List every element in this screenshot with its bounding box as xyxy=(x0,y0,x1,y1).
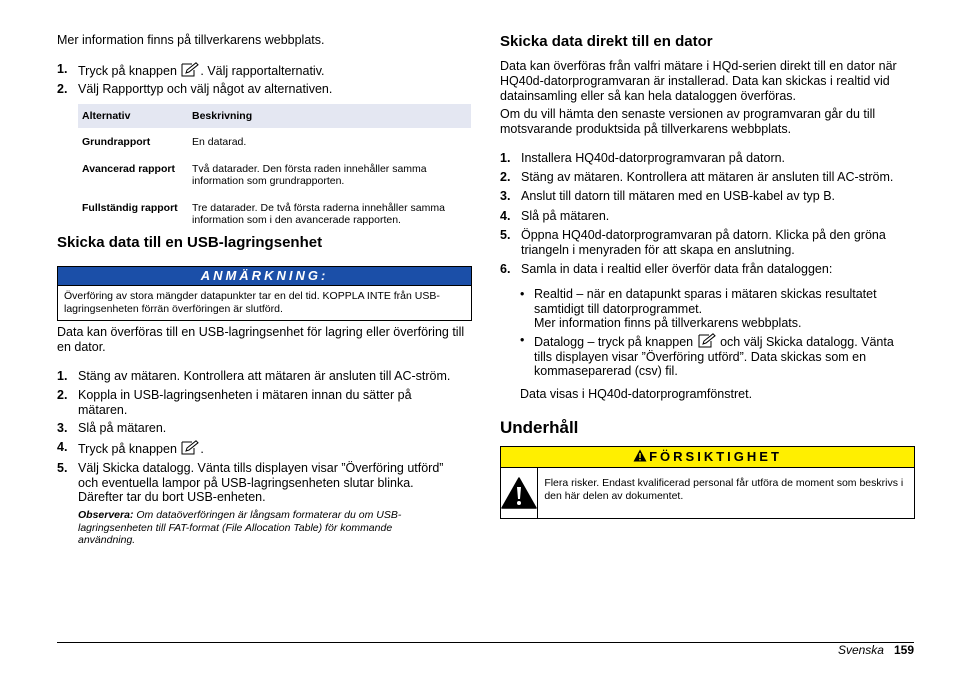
step-number: 6. xyxy=(500,262,511,276)
table-cell: Avancerad rapport xyxy=(82,163,175,175)
note-title: ANMÄRKNING: xyxy=(58,267,471,286)
table-header: Beskrivning xyxy=(188,104,471,128)
pencil-icon xyxy=(697,333,717,348)
bullet-dot: • xyxy=(520,287,525,301)
step-number: 3. xyxy=(500,189,511,203)
caution-title: FÖRSIKTIGHET xyxy=(649,449,782,464)
pc-section-heading: Skicka data direkt till en dator xyxy=(500,33,713,50)
step-item xyxy=(500,189,914,204)
step-number: 3. xyxy=(57,421,68,435)
caution-box xyxy=(500,446,915,519)
warning-icon-cell xyxy=(501,468,538,518)
pc-software-text: Om du vill hämta den senaste versionen av programvaran går du till motsvarande produktsida på tillverkarens webbplats. xyxy=(500,107,876,136)
step-item xyxy=(500,151,914,166)
step-text: Tryck på knappen xyxy=(78,442,181,456)
note-body: Överföring av stora mängder datapunkter tar en del tid. KOPPLA INTE från USB-lagringsenheten förrän överföringen är slutförd. xyxy=(64,290,440,315)
step-number: 2. xyxy=(57,82,68,96)
step-text: Samla in data i realtid eller överför data från dataloggen: xyxy=(521,262,833,276)
footer-divider xyxy=(57,642,914,643)
step-item xyxy=(57,388,471,417)
step-text: Välj Rapporttyp och välj något av alternativen. xyxy=(78,82,333,96)
step-number: 2. xyxy=(57,388,68,402)
step-item xyxy=(500,262,914,277)
step-text: Öppna HQ40d-datorprogramvaran på datorn. Klicka på den gröna triangeln i menyraden för att skapa en anslutning. xyxy=(521,228,886,257)
table-cell: Två datarader. Den första raden innehåller samma information som grundrapporten. xyxy=(192,163,427,187)
step-item xyxy=(500,228,914,257)
table-cell: Grundrapport xyxy=(82,136,151,148)
table-cell: Fullständig rapport xyxy=(82,202,178,214)
step-item xyxy=(57,62,471,79)
bullet-text: och välj Skicka datalogg. Vänta tills displayen visar ”Överföring utförd”. Data skickas som en kommaseparerad (csv) fil. xyxy=(534,335,894,378)
step-number: 5. xyxy=(57,461,68,475)
step-text: Slå på mätaren. xyxy=(78,421,167,435)
step-number: 1. xyxy=(57,369,68,383)
caution-header xyxy=(501,447,914,468)
step-number: 2. xyxy=(500,170,511,184)
step-item xyxy=(57,421,471,436)
step-item xyxy=(500,209,914,224)
step-item xyxy=(57,440,471,457)
table-row xyxy=(78,192,471,231)
step-item xyxy=(57,461,471,505)
step-text: Anslut till datorn till mätaren med en USB-kabel av typ B. xyxy=(521,189,836,203)
pc-intro-text: Data kan överföras från valfri mätare i HQd-serien direkt till en dator när HQ40d-datorprogramvaran är installerad. Data kan skickas i realtid vid datainsamling eller så kan hela dataloggen överföras. xyxy=(500,59,897,103)
step-text: . xyxy=(200,442,204,456)
observe-label: Observera: xyxy=(78,509,134,521)
list-item xyxy=(520,333,900,379)
step-number: 5. xyxy=(500,228,511,242)
table-row xyxy=(78,128,471,153)
observe-text: Om dataöverföringen är långsam formaterar du om USB-lagringsenheten till FAT-format (File Allocation Table) för kommande användning. xyxy=(78,509,402,546)
step-number: 1. xyxy=(500,151,511,165)
table-row xyxy=(78,153,471,192)
step-number: 4. xyxy=(500,209,511,223)
observe-note xyxy=(78,509,428,547)
step-text: Tryck på knappen xyxy=(78,64,181,78)
bullet-dot: • xyxy=(520,333,525,347)
maintenance-heading: Underhåll xyxy=(500,418,579,437)
bullet-text: Realtid – när en datapunkt sparas i mätaren skickas resultatet samtidigt till datorprogrammet. xyxy=(534,287,877,316)
intro-text: Mer information finns på tillverkarens webbplats. xyxy=(57,33,325,47)
step-item xyxy=(57,82,471,97)
bullet-text: Mer information finns på tillverkarens webbplats. xyxy=(534,316,802,330)
list-item xyxy=(520,287,900,331)
pencil-icon xyxy=(180,440,200,455)
step-text: Välj Skicka datalogg. Vänta tills displayen visar ”Överföring utförd” och eventuella lampor på USB-lagringsenheten slutar blinka. Därefter tar du bort USB-enheten. xyxy=(78,461,444,504)
options-table xyxy=(78,104,471,231)
note-box xyxy=(57,266,472,321)
step-text: Koppla in USB-lagringsenheten i mätaren innan du sätter på mätaren. xyxy=(78,388,412,417)
usb-section-heading: Skicka data till en USB-lagringsenhet xyxy=(57,234,323,251)
result-text: Data visas i HQ40d-datorprogramfönstret. xyxy=(520,387,753,401)
usb-intro-text: Data kan överföras till en USB-lagringsenhet för lagring eller överföring till en dator. xyxy=(57,325,465,354)
warning-icon xyxy=(633,449,647,462)
step-text: . Välj rapportalternativ. xyxy=(200,64,325,78)
step-number: 4. xyxy=(57,440,68,454)
step-text: Installera HQ40d-datorprogramvaran på datorn. xyxy=(521,151,786,165)
caution-body: Flera risker. Endast kvalificerad personal får utföra de moment som beskrivs i den här delen av dokumentet. xyxy=(544,477,904,502)
step-number: 1. xyxy=(57,62,68,76)
pencil-icon xyxy=(180,62,200,77)
page-number: 159 xyxy=(893,643,914,657)
table-cell: En datarad. xyxy=(192,136,247,148)
step-item xyxy=(500,170,914,185)
table-cell: Tre datarader. De två första raderna innehåller samma information som i den avancerade rapporten. xyxy=(192,202,445,226)
bullet-text: Datalogg – tryck på knappen xyxy=(534,335,697,349)
step-text: Stäng av mätaren. Kontrollera att mätaren är ansluten till AC-ström. xyxy=(521,170,894,184)
table-header: Alternativ xyxy=(78,104,188,128)
footer-language: Svenska xyxy=(837,643,884,657)
step-item xyxy=(57,369,471,384)
step-text: Slå på mätaren. xyxy=(521,209,610,223)
footer xyxy=(838,643,914,657)
warning-triangle-icon xyxy=(501,477,537,509)
step-text: Stäng av mätaren. Kontrollera att mätaren är ansluten till AC-ström. xyxy=(78,369,451,383)
